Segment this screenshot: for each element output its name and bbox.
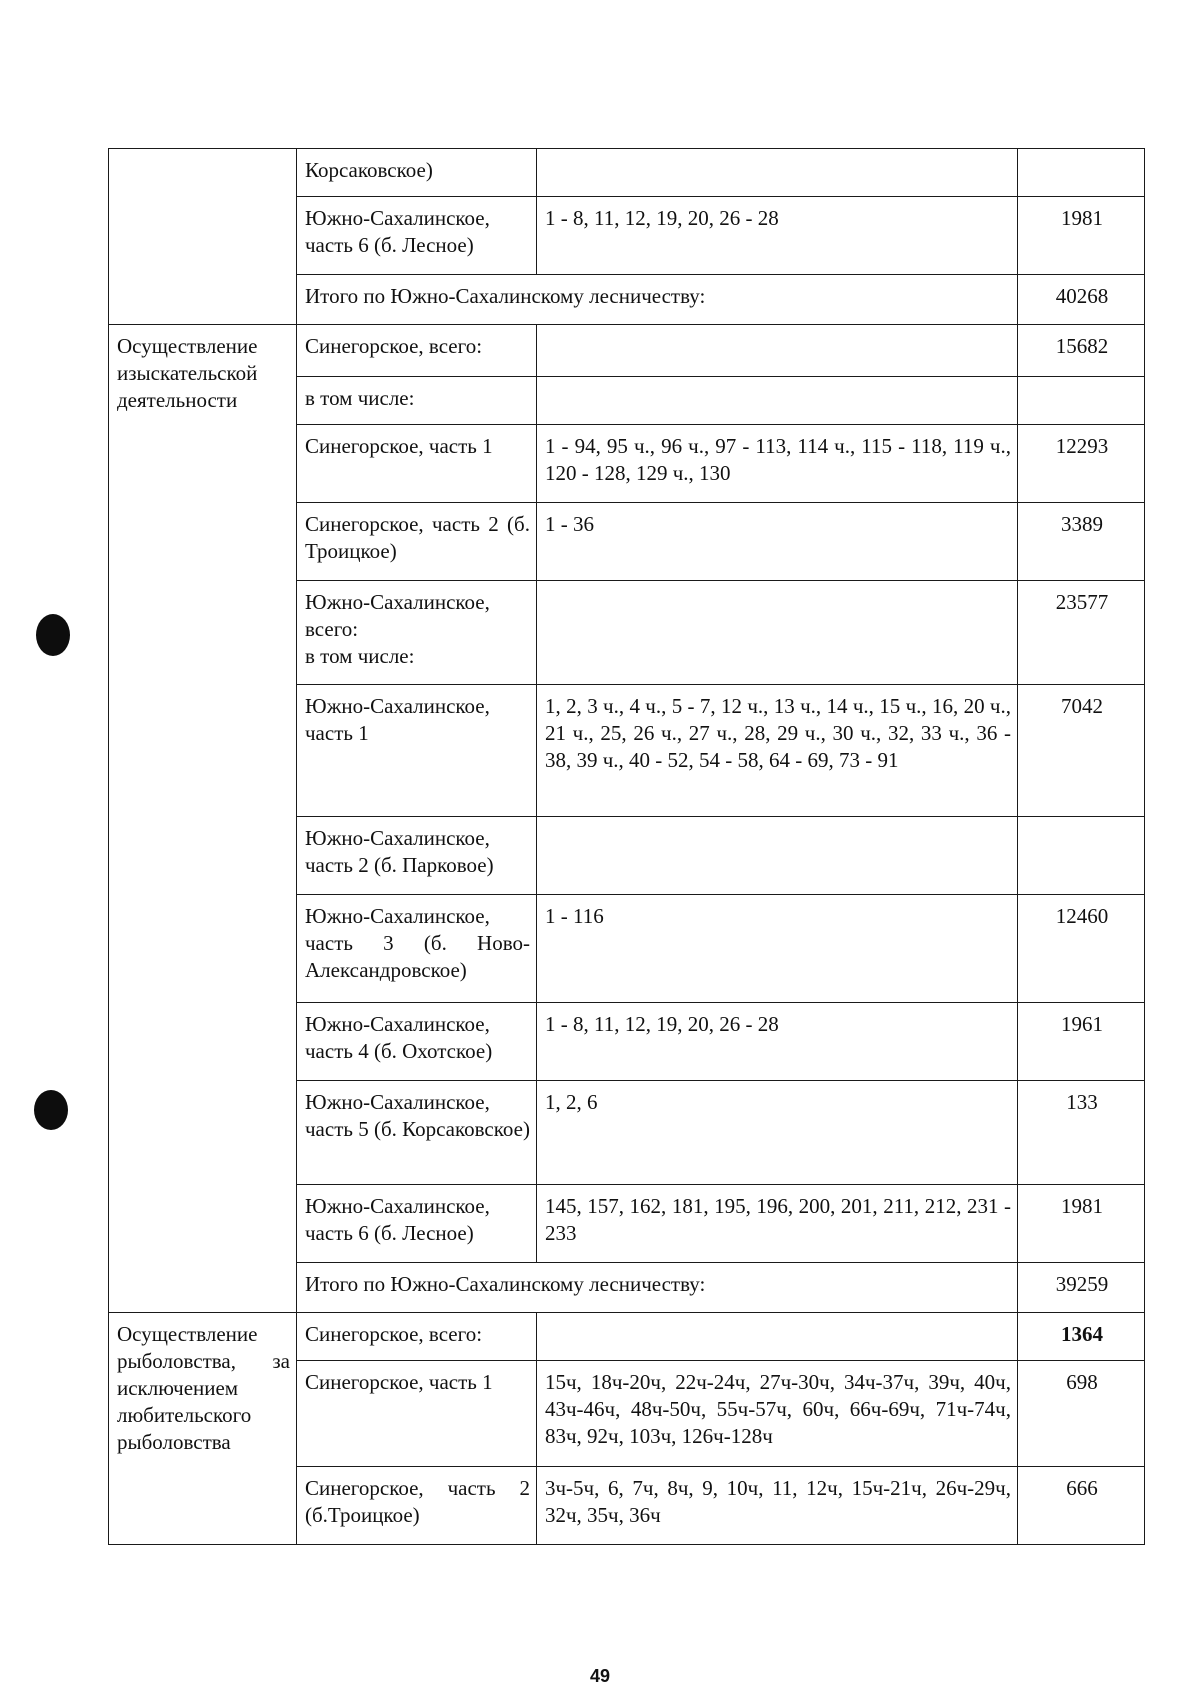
district-cell: Южно-Сахалинское, часть 3 (б. Ново-Александровское) [297, 895, 537, 1003]
district-cell: Синегорское, часть 1 [297, 425, 537, 503]
activity-cell-exploration: Осуществление изыскательской деятельности [109, 325, 297, 1313]
district-cell: Синегорское, всего: [297, 1313, 537, 1361]
quarters-cell: 1 - 36 [537, 503, 1018, 581]
quarters-cell [537, 1313, 1018, 1361]
ink-blot [36, 614, 70, 656]
quarters-cell: 1 - 116 [537, 895, 1018, 1003]
quarters-cell [537, 149, 1018, 197]
activity-cell-fishing: Осуществление рыболовства, за исключением любительского рыболовства [109, 1313, 297, 1545]
district-cell: Синегорское, часть 2 (б.Троицкое) [297, 1467, 537, 1545]
activity-cell [109, 149, 297, 325]
district-cell: Южно-Сахалинское, всего: в том числе: [297, 581, 537, 685]
quarters-cell: 3ч-5ч, 6, 7ч, 8ч, 9, 10ч, 11, 12ч, 15ч-21ч, 26ч-29ч, 32ч, 35ч, 36ч [537, 1467, 1018, 1545]
area-cell: 3389 [1018, 503, 1145, 581]
area-cell: 666 [1018, 1467, 1145, 1545]
area-cell [1018, 817, 1145, 895]
district-cell: в том числе: [297, 377, 537, 425]
table-row [109, 149, 1145, 197]
district-cell: Южно-Сахалинское, часть 2 (б. Парковое) [297, 817, 537, 895]
area-cell: 12293 [1018, 425, 1145, 503]
area-cell: 7042 [1018, 685, 1145, 817]
district-cell: Южно-Сахалинское, часть 1 [297, 685, 537, 817]
district-cell: Южно-Сахалинское, часть 5 (б. Корсаковское) [297, 1081, 537, 1185]
area-cell: 15682 [1018, 325, 1145, 377]
area-cell: 1981 [1018, 1185, 1145, 1263]
area-cell: 698 [1018, 1361, 1145, 1467]
quarters-cell [537, 581, 1018, 685]
total-label: Итого по Южно-Сахалинскому лесничеству: [297, 1263, 1018, 1313]
district-cell: Синегорское, часть 1 [297, 1361, 537, 1467]
area-cell: 12460 [1018, 895, 1145, 1003]
district-cell: Южно-Сахалинское, часть 6 (б. Лесное) [297, 1185, 537, 1263]
area-cell [1018, 377, 1145, 425]
area-cell: 1364 [1018, 1313, 1145, 1361]
quarters-cell: 1, 2, 6 [537, 1081, 1018, 1185]
total-value: 39259 [1018, 1263, 1145, 1313]
district-cell: Синегорское, всего: [297, 325, 537, 377]
area-cell: 23577 [1018, 581, 1145, 685]
quarters-cell: 1 - 8, 11, 12, 19, 20, 26 - 28 [537, 197, 1018, 275]
district-cell: Южно-Сахалинское, часть 4 (б. Охотское) [297, 1003, 537, 1081]
table-row [109, 325, 1145, 377]
area-cell: 133 [1018, 1081, 1145, 1185]
district-cell: Корсаковское) [297, 149, 537, 197]
page-number: 49 [589, 1666, 611, 1686]
quarters-cell: 1, 2, 3 ч., 4 ч., 5 - 7, 12 ч., 13 ч., 14 ч., 15 ч., 16, 20 ч., 21 ч., 25, 26 ч., 27 ч., 28, 29 ч., 30 ч., 32, 33 ч., 36 - 38, 39 ч., 40 - 52, 54 - 58, 64 - 69, 73 - 91 [537, 685, 1018, 817]
quarters-cell: 1 - 94, 95 ч., 96 ч., 97 - 113, 114 ч., 115 - 118, 119 ч., 120 - 128, 129 ч., 130 [537, 425, 1018, 503]
quarters-cell: 145, 157, 162, 181, 195, 196, 200, 201, 211, 212, 231 - 233 [537, 1185, 1018, 1263]
table-row [109, 1313, 1145, 1361]
total-value: 40268 [1018, 275, 1145, 325]
forestry-table [108, 148, 1145, 1545]
area-cell: 1981 [1018, 197, 1145, 275]
area-cell: 1961 [1018, 1003, 1145, 1081]
total-label: Итого по Южно-Сахалинскому лесничеству: [297, 275, 1018, 325]
district-cell: Южно-Сахалинское, часть 6 (б. Лесное) [297, 197, 537, 275]
quarters-cell: 15ч, 18ч-20ч, 22ч-24ч, 27ч-30ч, 34ч-37ч, 39ч, 40ч, 43ч-46ч, 48ч-50ч, 55ч-57ч, 60ч, 66ч-69ч, 71ч-74ч, 83ч, 92ч, 103ч, 126ч-128ч [537, 1361, 1018, 1467]
quarters-cell: 1 - 8, 11, 12, 19, 20, 26 - 28 [537, 1003, 1018, 1081]
area-cell [1018, 149, 1145, 197]
quarters-cell [537, 377, 1018, 425]
district-cell: Синегорское, часть 2 (б. Троицкое) [297, 503, 537, 581]
quarters-cell [537, 817, 1018, 895]
ink-blot [34, 1090, 68, 1130]
quarters-cell [537, 325, 1018, 377]
